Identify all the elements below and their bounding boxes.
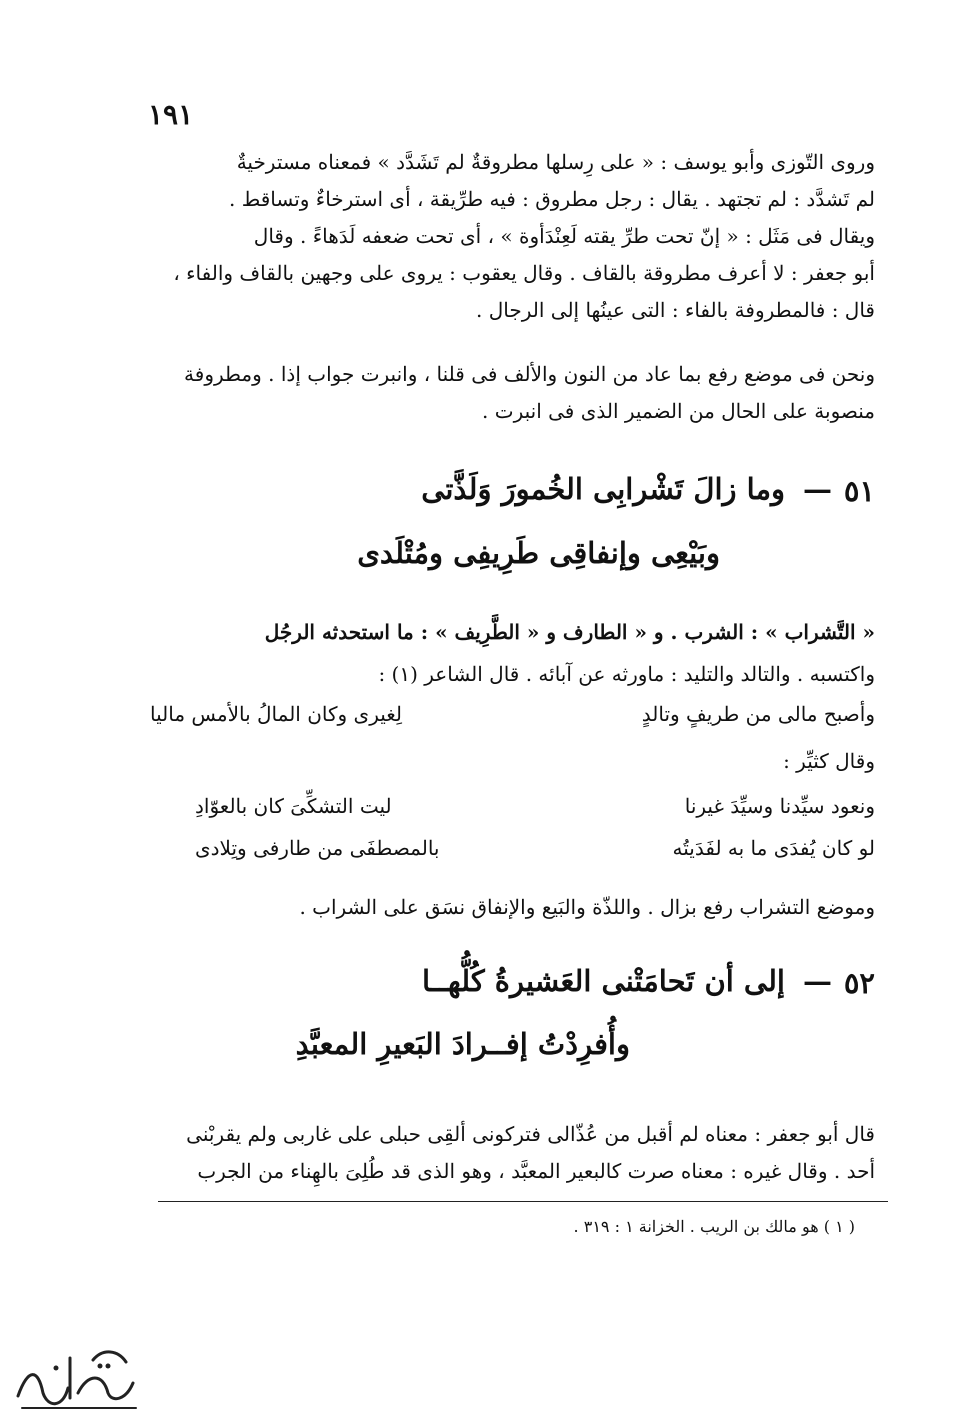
text-line: ونحن فى موضع رفع بما عاد من النون والألف فى قلنا ، وانبرت جواب إذا . ومطروفة [184,362,875,386]
verse-line: إلى أن تَحامَتْنى العَشيرةُ كُلُّهــا [422,964,785,998]
syntax-paragraph [155,360,875,434]
intro-paragraph [155,148,875,333]
text-line: أحد . وقال غيره : معناه صرت كالبعير المعبَّد ، وهو الذى قد طُلِىَ بالهِناء من الجرب [197,1159,875,1183]
verse-line: وبَيْعِى وإنفاقِى طَرِيفِى ومُتْلَدى [357,536,720,570]
hemistich-first: لو كان يُفدَى ما به لفَدَيتُه [672,836,875,860]
verse-dash: — [803,472,832,506]
text-line: قال : فالمطروفة بالفاء : التى عينُها إلى الرجال . [476,298,875,322]
text-line: قال أبو جعفر : معناه لم أقبل من عُذّالى فتركونى ألقِى حبلى على غاربى ولم يقربْنى [186,1122,875,1146]
verse-line: وما زالَ تَشْرابِى الخُمورَ وَلَذَّتى [421,472,785,506]
syntax-paragraph [155,893,875,930]
quoted-poem [195,836,875,870]
page-number: ١٩١ [148,98,194,131]
hemistich-second: ليت التشكِّىَ كان بالعوّادِ [195,794,392,818]
footnote: ( ١ ) هو مالك بن الريب . الخزانة ١ : ٣١٩ . [573,1217,855,1236]
verse-dash: — [803,964,832,998]
text-line: ويقال فى مَثَل : « إنّ تحت طرِّ يقته لَعِنْدَأوة » ، أى تحت ضعفه لَدَهاءً . وقال [253,224,875,248]
text-line: « التَّشراب » : الشرب . و « الطارف و « الطَّرِيف » : ما استحدثه الرجُل [264,620,875,644]
text-line: لم تَشدَّد : لم تجتهد . يقال : رجل مطروق : فيه طرِّيقة ، أى استرخاءٌ وتساقط . [229,187,875,211]
hemistich-second: بالمصطفَى من طارفى وتِلادى [195,836,440,860]
commentary-paragraph [155,660,875,697]
text-line: واكتسبه . والتالد والتليد : ماورثه عن آبائه . قال الشاعر (١) : [378,662,875,686]
text-line: وقال كثيِّر : [783,749,875,773]
text-line: منصوبة على الحال من الضمير الذى فى انبرت . [482,399,875,423]
footnote-divider [158,1201,888,1202]
hemistich-first: ونعود سيِّدنا وسيِّدَ غيرنا [684,794,875,818]
verse-number: ٥٢ [843,966,875,1000]
text-line: أبو جعفر : لا أعرف مطروقة بالقاف . وقال يعقوب : يروى على وجهين بالقاف والفاء ، [173,261,875,285]
text-line: وموضع التشراب رفع بزال . واللذّة والبَيع والإنفاق نسَق على الشراب . [299,895,875,919]
commentary-paragraph [153,1120,875,1194]
commentary-paragraph [155,618,875,655]
calligraphic-stamp-icon [8,1338,148,1418]
hemistich-second: لِغيرى وكان المالُ بالأمس ماليا [150,702,403,726]
hemistich-first: وأصبح مالى من طريفٍ وتالدٍ [641,702,875,726]
quoted-poem [195,794,875,828]
verse-number: ٥١ [843,474,875,508]
poet-attribution [155,747,875,784]
text-line: وروى التّوزى وأبو يوسف : « على رِسلها مطروقةٌ لم تَشَدَّد » فمعناه مسترخيةٌ [236,150,875,174]
quoted-poem [150,702,875,736]
verse-line: وأُفرِدْتُ إفــرادَ البَعيرِ المعبَّدِ [295,1027,630,1061]
